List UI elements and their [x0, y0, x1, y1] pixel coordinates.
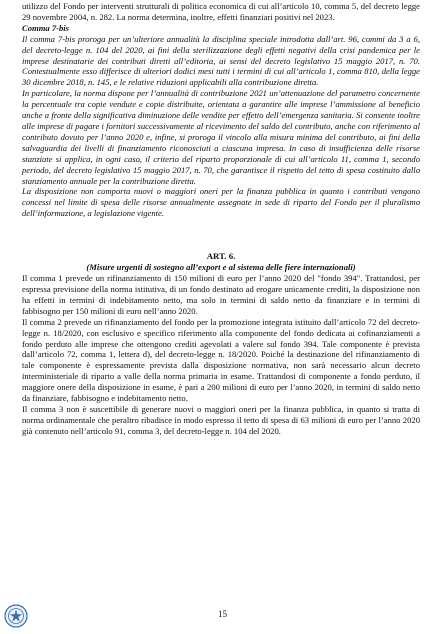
comma-paragraph-3: La disposizione non comporta nuovi o maggiori oneri per la finanza pubblica in quanto i contributi vengono concessi nel limite di spesa delle risorse annualmente assegnate in sede di riparto del Fondo per il pluralismo dell’informazione, a legislazione vigente.: [22, 186, 420, 219]
page-number: 15: [218, 609, 227, 619]
article-title: (Misure urgenti di sostegno all’export e al sistema delle fiere internazionali): [86, 262, 356, 273]
article-paragraph-3: Il comma 3 non è suscettibile di generare nuovi o maggiori oneri per la finanza pubblica, in quanto si tratta di norma ordinamentale che peraltro ribadisce in modo espresso il tetto di spesa di 63 milioni di euro per l’anno 2020 già contenuto nell’articolo 91, comma 3, del decreto-legge n. 104 del 2020.: [22, 404, 420, 436]
comma-paragraph-1: Il comma 7-bis proroga per un’ulteriore annualità la disciplina speciale introdotta dall’art. 96, commi da 3 a 6, del decreto-legge n. 104 del 2020, ai fini della sterilizzazione degli effetti negativi della crisi pandemica per le imprese destinatarie dei contributi diretti all’editoria, ai sensi del decreto legislativo 15 maggio 2017, n. 70. Contestualmente esso differisce di ulteriori dodici mesi tutti i termini di cui all’articolo 1, comma 810, della legge 30 dicembre 2018, n. 145, e le relative riduzioni applicabili alla contribuzione diretta.: [22, 33, 420, 88]
document-page: [22, 0, 420, 437]
comma-paragraph-2: In particolare, la norma dispone per l’annualità di contribuzione 2021 un’attenuazione del parametro concernente la percentuale tra copie vendute e copie distribuite, orientata a garantire alle imprese l’ammissione al beneficio anche a fronte della significativa diminuzione delle vendite per effetto dell’emergenza sanitaria. Si consente inoltre alle imprese di pagare i fornitori successivamente al ricevimento del saldo del contributo, anche con riferimento al contributo dovuto per l’anno 2020 e, infine, si proroga il vincolo alla misura minima del contributo, ai fini della salvaguardia dei livelli di finanziamento riconosciuti a ciascuna impresa. In caso di insufficienza delle risorse stanziate si applica, in ogni caso, il criterio del riparto proporzionale di cui all’articolo 11, comma 1, secondo periodo, del decreto legislativo 15 maggio 2017, n. 70, che garantisce il rispetto del tetto di spesa costituito dallo stanziamento annuale per la contribuzione diretta.: [22, 88, 420, 186]
article-paragraph-1: Il comma 1 prevede un rifinanziamento di 150 milioni di euro per l’anno 2020 del "fondo 394". Trattandosi, per espressa previsione della norma istitutiva, di un fondo destinato ad erogare unicamente crediti, la disposizione non ha effetti in termini di indebitamento netto, ma solo in termini di saldo netto da finanziare e in termini di fabbisogno per 150 milioni di euro nell’anno 2020.: [22, 273, 420, 316]
section-gap: [22, 219, 420, 249]
article-paragraph-2: Il comma 2 prevede un rifinanziamento del fondo per la promozione integrata istituito dall’articolo 72 del decreto-legge n. 18/2020, con esclusivo e specifico riferimento alla componente del fondo dedicata ai cofinanziamenti a fondo perduto alle imprese che ottengono crediti agevolati a valere sul fondo 394. Tale componente è prevista dall’articolo 72, comma 1, lettera d), del decreto-legge n. 18/2020. Poiché la destinazione del rifinanziamento di tale componente è espressamente prevista dalla disposizione normativa, non sarà necessario alcun decreto interministeriale di riparto a valle della norma primaria in esame. Trattandosi di componente a fondo perduto, il maggiore onere della disposizione in esame, è pari a 200 milioni di euro per l’anno 2020, in termini di saldo netto da finanziare, fabbisogno e indebitamento netto.: [22, 316, 420, 404]
intro-paragraph: utilizzo del Fondo per interventi strutturali di politica economica di cui all’articolo 10, comma 5, del decreto legge 29 novembre 2004, n. 282. La norma determina, inoltre, effetti finanziari positivi nel 2023.: [22, 1, 420, 22]
article-number: ART. 6.: [206, 251, 236, 262]
comma-heading: Comma 7-bis: [22, 22, 70, 33]
